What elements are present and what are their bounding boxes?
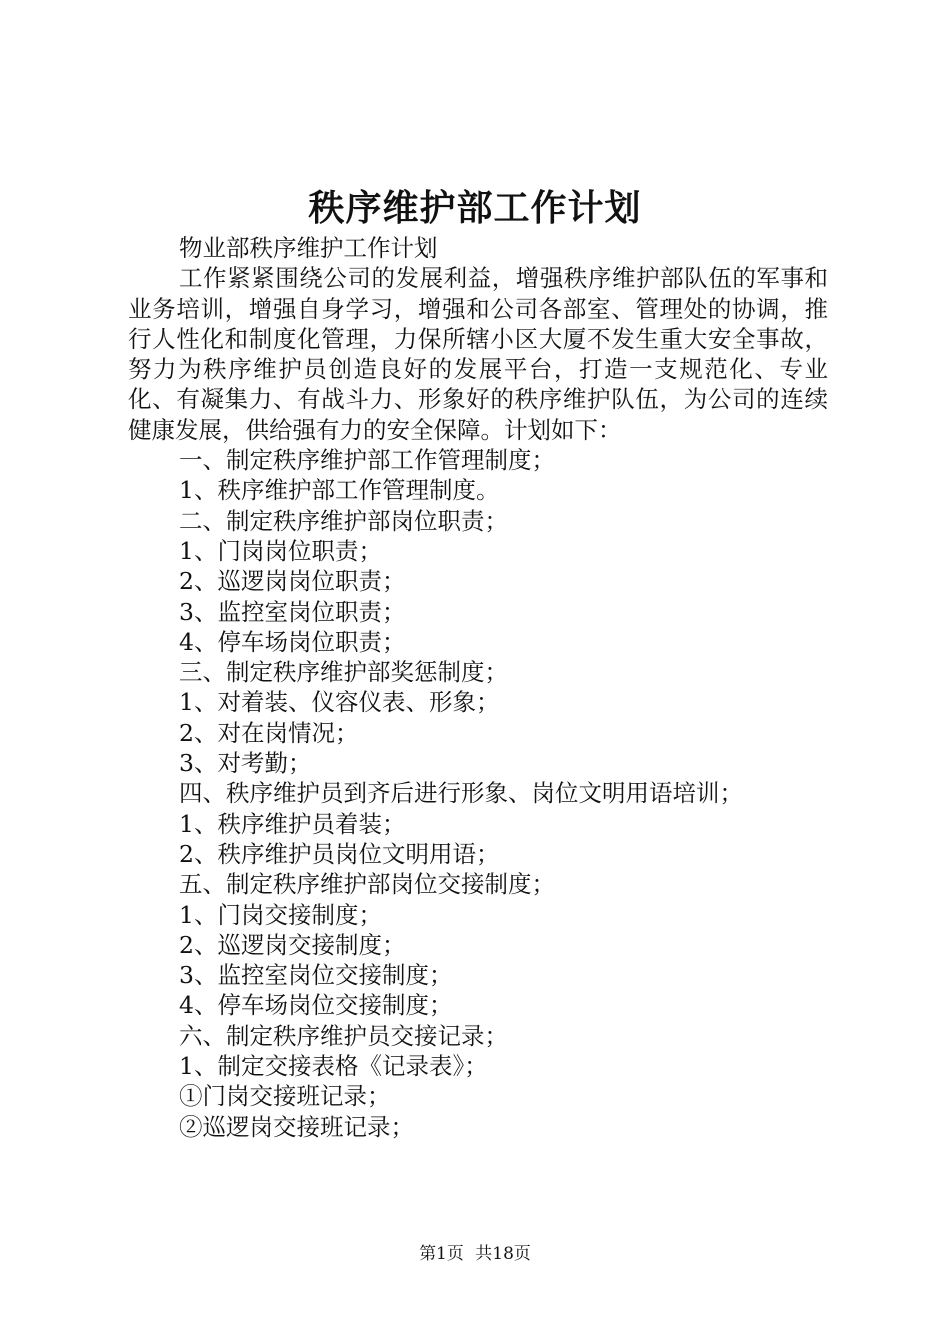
list-item: 3、监控室岗位交接制度； xyxy=(179,961,453,990)
intro-paragraph: 工作紧紧围绕公司的发展利益，增强秩序维护部队伍的军事和业务培训，增强自身学习，增强和公司各部室、管理处的协调，推行人性化和制度化管理，力保所辖小区大厦不发生重大安全事故，努力为秩序维护员创造良好的发展平台，打造一支规范化、专业化、有凝集力、有战斗力、形象好的秩序维护队伍，为公司的连续健康发展，供给强有力的安全保障。计划如下： xyxy=(128,264,828,444)
list-item: 2、秩序维护员岗位文明用语； xyxy=(179,839,500,868)
document-title: 秩序维护部工作计划 xyxy=(308,187,642,229)
page-footer xyxy=(0,1242,950,1266)
section-heading: 四、秩序维护员到齐后进行形象、岗位文明用语培训； xyxy=(179,779,743,808)
list-item: 1、门岗岗位职责； xyxy=(179,536,382,565)
section-heading: 六、制定秩序维护员交接记录； xyxy=(179,1021,508,1050)
list-item: 2、对在岗情况； xyxy=(179,718,359,747)
list-item: 4、停车场岗位交接制度； xyxy=(179,991,453,1020)
list-item: 1、制定交接表格《记录表》； xyxy=(179,1052,488,1081)
sub-list-item: ②巡逻岗交接班记录； xyxy=(179,1112,414,1141)
subtitle-paragraph: 物业部秩序维护工作计划 xyxy=(179,234,438,262)
list-item: 2、巡逻岗岗位职责； xyxy=(179,567,406,596)
section-heading: 一、制定秩序维护部工作管理制度； xyxy=(179,446,555,475)
section-heading: 五、制定秩序维护部岗位交接制度； xyxy=(179,870,555,899)
list-item: 3、对考勤； xyxy=(179,749,312,778)
sub-list-item: ①门岗交接班记录； xyxy=(179,1082,391,1111)
list-item: 1、对着装、仪容仪表、形象； xyxy=(179,688,500,717)
list-item: 4、停车场岗位职责； xyxy=(179,627,406,656)
list-item: 3、监控室岗位职责； xyxy=(179,597,406,626)
list-item: 2、巡逻岗交接制度； xyxy=(179,930,406,959)
document-body xyxy=(128,233,828,1142)
section-heading: 三、制定秩序维护部奖惩制度； xyxy=(179,658,508,687)
list-item: 1、秩序维护员着装； xyxy=(179,809,406,838)
page-total: 共18页 xyxy=(475,1244,531,1264)
section-heading: 二、制定秩序维护部岗位职责； xyxy=(179,506,508,535)
page-number: 第1页 xyxy=(419,1244,464,1264)
list-item: 1、门岗交接制度； xyxy=(179,900,382,929)
list-item: 1、秩序维护部工作管理制度。 xyxy=(179,476,500,505)
